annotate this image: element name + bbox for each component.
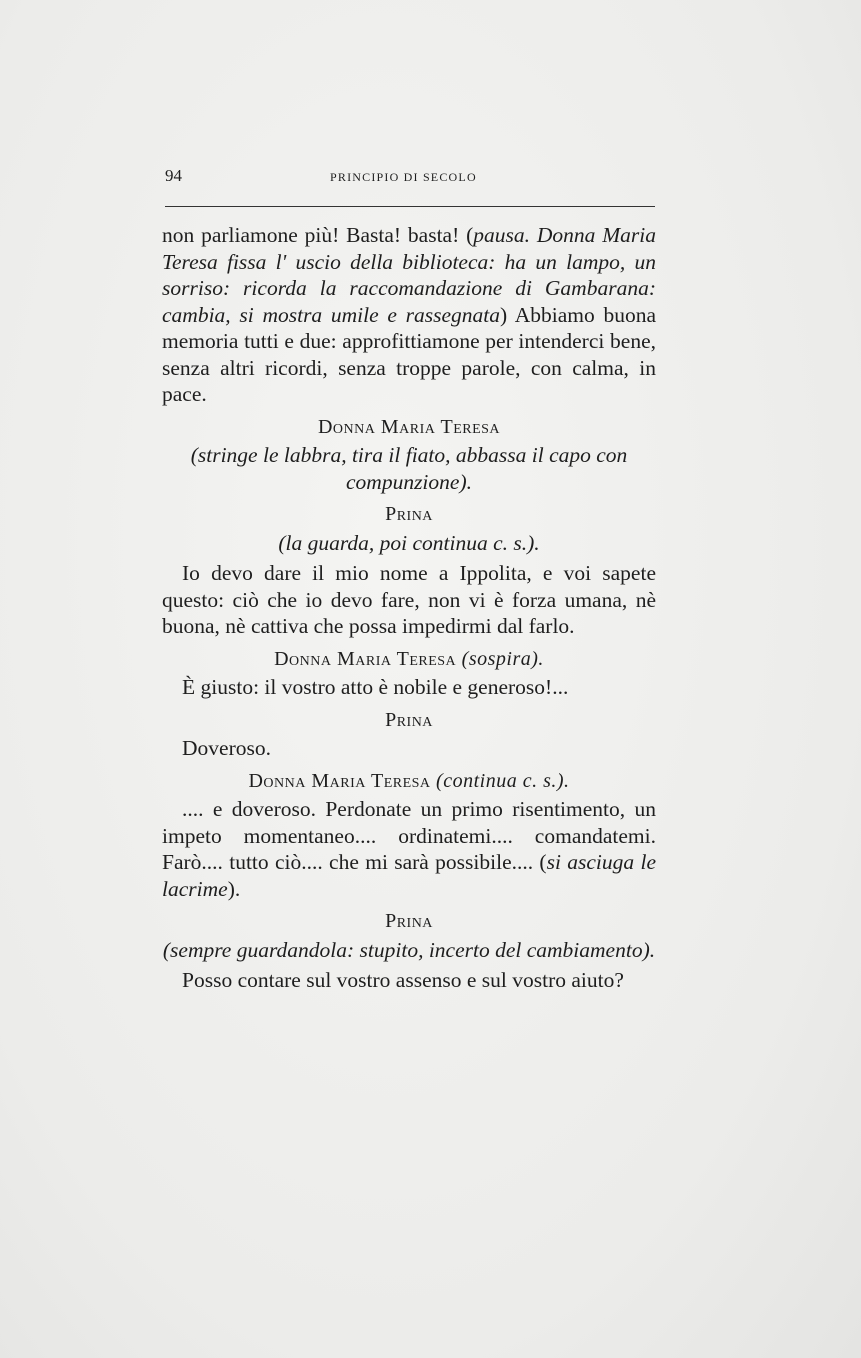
speaker-donna-maria-teresa: Donna Maria Teresa (sospira). xyxy=(274,647,544,670)
speaker-prina: Prina xyxy=(385,708,433,731)
speaker-prina: Prina xyxy=(385,910,433,932)
speaker-donna-maria-teresa: Donna Maria Teresa xyxy=(317,415,501,438)
paragraph-5: .... e doveroso. Perdonate un primo risentimento, un impeto momentaneo.... ordinatemi.... comandatemi. Farò.... tutto ciò.... che mi sarà possibile.... (si asciuga le lacrime). xyxy=(162,797,656,901)
body-text xyxy=(162,222,656,994)
paragraph-4: Doveroso. xyxy=(182,736,271,760)
paragraph-3: È giusto: il vostro atto è nobile e generoso!... xyxy=(182,675,569,699)
stage-direction: (stringe le labbra, tira il fiato, abbassa il capo con compunzione). xyxy=(190,443,628,494)
stage-direction: (sospira). xyxy=(461,647,544,670)
stage-direction: (sempre guardandola: stupito, incerto del cambiamento). xyxy=(162,937,656,962)
paragraph-1: non parliamone più! Basta! basta! (pausa. Donna Maria Teresa fissa l' uscio della biblioteca: ha un lampo, un sorriso: ricorda la raccomandazione di Gambarana: cambia, si mostra umile e rassegnata) Abbiamo buona memoria tutti e due: approfittiamone per intenderci bene, senza altri ricordi, senza troppe parole, con calma, in pace. xyxy=(162,223,656,406)
stage-direction: (continua c. s.). xyxy=(436,769,570,792)
speaker-prina: Prina xyxy=(385,503,433,525)
page-header xyxy=(165,166,655,190)
stage-direction: (la guarda, poi continua c. s.). xyxy=(278,530,540,555)
header-rule xyxy=(165,206,655,207)
stage-direction: si asciuga le lacrime xyxy=(162,850,656,901)
stage-direction: pausa. Donna Maria Teresa fissa l' uscio della biblioteca: ha un lampo, un sorriso: ricorda la raccomandazione di Gambarana: cambia, si mostra umile e rassegnata xyxy=(162,223,656,327)
paragraph-6: Posso contare sul vostro assenso e sul vostro aiuto? xyxy=(182,968,624,992)
running-title: PRINCIPIO DI SECOLO xyxy=(330,170,477,184)
paragraph-2: Io devo dare il mio nome a Ippolita, e voi sapete questo: ciò che io devo fare, non vi è forza umana, nè buona, nè cattiva che possa impedirmi dal farlo. xyxy=(162,561,656,638)
speaker-donna-maria-teresa: Donna Maria Teresa (continua c. s.). xyxy=(248,769,570,792)
page-number: 94 xyxy=(165,166,182,185)
